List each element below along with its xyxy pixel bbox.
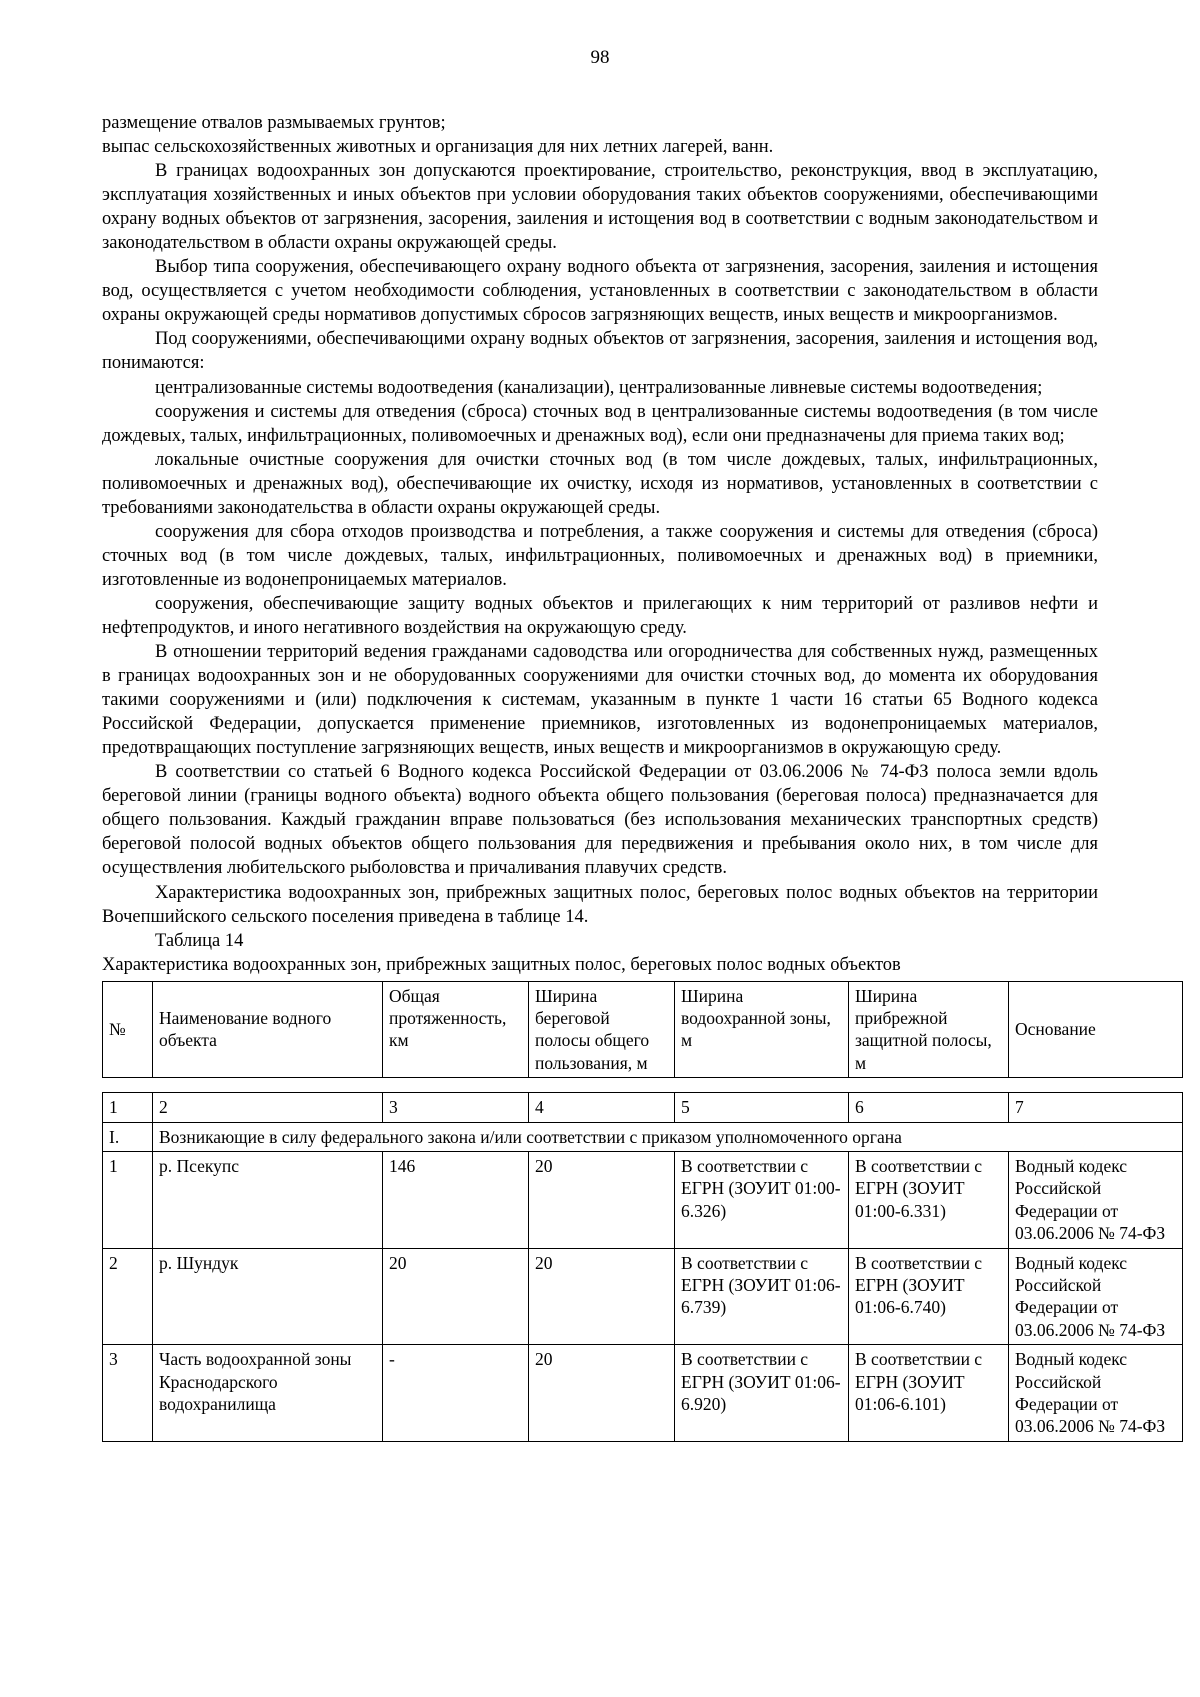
table-row xyxy=(103,1345,1183,1442)
header-cell-protection-zone: Ширина водоохранной зоны, м xyxy=(675,981,849,1078)
row-protection-zone: В соответствии с ЕГРН (ЗОУИТ 01:06-6.920) xyxy=(675,1345,849,1442)
colnum-2: 2 xyxy=(153,1093,383,1122)
header-cell-basis: Основание xyxy=(1009,981,1183,1078)
table-caption: Таблица 14 xyxy=(155,930,244,951)
header-cell-length: Общая протяженность, км xyxy=(383,981,529,1078)
row-protective-strip: В соответствии с ЕГРН (ЗОУИТ 01:06-6.740) xyxy=(849,1248,1009,1345)
row-basis: Водный кодекс Российской Федерации от 03.06.2006 № 74-ФЗ xyxy=(1009,1248,1183,1345)
row-protective-strip: В соответствии с ЕГРН (ЗОУИТ 01:06-6.101) xyxy=(849,1345,1009,1442)
table-section-row xyxy=(103,1122,1183,1151)
colnum-3: 3 xyxy=(383,1093,529,1122)
row-basis: Водный кодекс Российской Федерации от 03.06.2006 № 74-ФЗ xyxy=(1009,1152,1183,1249)
section-row-label: Возникающие в силу федерального закона и/или соответствии с приказом уполномоченного органа xyxy=(153,1122,1183,1151)
paragraph-10: сооружения, обеспечивающие защиту водных объектов и прилегающих к ним территорий от разливов нефти и нефтепродуктов, и иного негативного воздействия на окружающую среду. xyxy=(102,593,1098,638)
row-basis: Водный кодекс Российской Федерации от 03.06.2006 № 74-ФЗ xyxy=(1009,1345,1183,1442)
row-number: 2 xyxy=(103,1248,153,1345)
paragraph-4: Выбор типа сооружения, обеспечивающего охрану водного объекта от загрязнения, засорения, заиления и истощения вод, осуществляется с учетом необходимости соблюдения, установленных в соответствии с законодательством в области охраны окружающей среды нормативов допустимых сбросов загрязняющих веществ, иных веществ и микроорганизмов. xyxy=(102,257,1098,326)
colnum-6: 6 xyxy=(849,1093,1009,1122)
paragraph-2: выпас сельскохозяйственных животных и организация для них летних лагерей, ванн. xyxy=(102,137,774,158)
paragraph-8: локальные очистные сооружения для очистки сточных вод (в том числе дождевых, талых, инфильтрационных, поливомоечных и дренажных вод), обеспечивающие их очистку, исходя из нормативов, установленных в соответствии с требованиями законодательства в области охраны окружающей среды. xyxy=(102,449,1098,518)
table-title: Характеристика водоохранных зон, прибрежных защитных полос, береговых полос водных объектов xyxy=(102,954,901,975)
paragraph-9: сооружения для сбора отходов производства и потребления, а также сооружения и системы для отведения (сброса) сточных вод (в том числе дождевых, талых, инфильтрационных, поливомоечных и дренажных вод) в приемники, изготовленные из водонепроницаемых материалов. xyxy=(102,521,1098,590)
table-header-block xyxy=(102,981,1183,1079)
colnum-5: 5 xyxy=(675,1093,849,1122)
paragraph-12: В соответствии со статьей 6 Водного кодекса Российской Федерации от 03.06.2006 № 74-ФЗ полоса земли вдоль береговой линии (границы водного объекта) водного объекта общего пользования (береговая полоса) предназначается для общего пользования. Каждый гражданин вправе пользоваться (без использования механических транспортных средств) береговой полосой водных объектов общего пользования для передвижения и пребывания около них, в том числе для осуществления любительского рыболовства и причаливания плавучих средств. xyxy=(102,762,1098,879)
colnum-1: 1 xyxy=(103,1093,153,1122)
section-row-number: I. xyxy=(103,1122,153,1151)
paragraph-6: централизованные системы водоотведения (канализации), централизованные ливневые системы водоотведения; xyxy=(155,377,1043,398)
paragraph-11: В отношении территорий ведения гражданами садоводства или огородничества для собственных нужд, размещенных в границах водоохранных зон и не оборудованных сооружениями для очистки сточных вод, до момента их оборудования такими сооружениями и (или) подключения к системам, указанным в пункте 1 части 16 статьи 65 Водного кодекса Российской Федерации, допускается применение приемников, изготовленных из водонепроницаемых материалов, предотвращающих поступление загрязняющих веществ, иных веществ и микроорганизмов в окружающую среду. xyxy=(102,642,1098,759)
row-number: 1 xyxy=(103,1152,153,1249)
header-cell-shore-strip: Ширина береговой полосы общего пользования, м xyxy=(529,981,675,1078)
row-shore-strip: 20 xyxy=(529,1248,675,1345)
paragraph-5: Под сооружениями, обеспечивающими охрану водных объектов от загрязнения, засорения, заиления и истощения вод, понимаются: xyxy=(102,329,1098,374)
header-cell-protective-strip: Ширина прибрежной защитной полосы, м xyxy=(849,981,1009,1078)
paragraph-13: Характеристика водоохранных зон, прибрежных защитных полос, береговых полос водных объектов на территории Вочепшийского сельского поселения приведена в таблице 14. xyxy=(102,882,1098,927)
row-length: - xyxy=(383,1345,529,1442)
table-row xyxy=(103,1248,1183,1345)
row-protection-zone: В соответствии с ЕГРН (ЗОУИТ 01:06-6.739) xyxy=(675,1248,849,1345)
table-column-number-row xyxy=(103,1093,1183,1122)
row-object-name: р. Шундук xyxy=(153,1248,383,1345)
table-gap xyxy=(102,1078,1098,1092)
paragraph-3: В границах водоохранных зон допускаются проектирование, строительство, реконструкция, ввод в эксплуатацию, эксплуатация хозяйственных и иных объектов при условии оборудования таких объектов сооружениями, обеспечивающими охрану водных объектов от загрязнения, засорения, заиления и истощения вод в соответствии с водным законодательством и законодательством в области охраны окружающей среды. xyxy=(102,161,1098,254)
paragraph-1: размещение отвалов размываемых грунтов; xyxy=(102,113,446,133)
row-shore-strip: 20 xyxy=(529,1152,675,1249)
colnum-7: 7 xyxy=(1009,1093,1183,1122)
header-cell-number: № xyxy=(103,981,153,1078)
row-protective-strip: В соответствии с ЕГРН (ЗОУИТ 01:00-6.331) xyxy=(849,1152,1009,1249)
header-cell-name: Наименование водного объекта xyxy=(153,981,383,1078)
table-header-row xyxy=(103,981,1183,1078)
row-object-name: р. Псекупс xyxy=(153,1152,383,1249)
page-number: 98 xyxy=(590,47,610,68)
row-length: 20 xyxy=(383,1248,529,1345)
row-object-name: Часть водоохранной зоны Краснодарского водохранилища xyxy=(153,1345,383,1442)
colnum-4: 4 xyxy=(529,1093,675,1122)
row-shore-strip: 20 xyxy=(529,1345,675,1442)
paragraph-7: сооружения и системы для отведения (сброса) сточных вод в централизованные системы водоотведения (в том числе дождевых, талых, инфильтрационных, поливомоечных и дренажных вод), если они предназначены для приема таких вод; xyxy=(102,401,1098,446)
table-body-block xyxy=(102,1092,1183,1441)
row-number: 3 xyxy=(103,1345,153,1442)
table-row xyxy=(103,1152,1183,1249)
row-protection-zone: В соответствии с ЕГРН (ЗОУИТ 01:00-6.326) xyxy=(675,1152,849,1249)
row-length: 146 xyxy=(383,1152,529,1249)
